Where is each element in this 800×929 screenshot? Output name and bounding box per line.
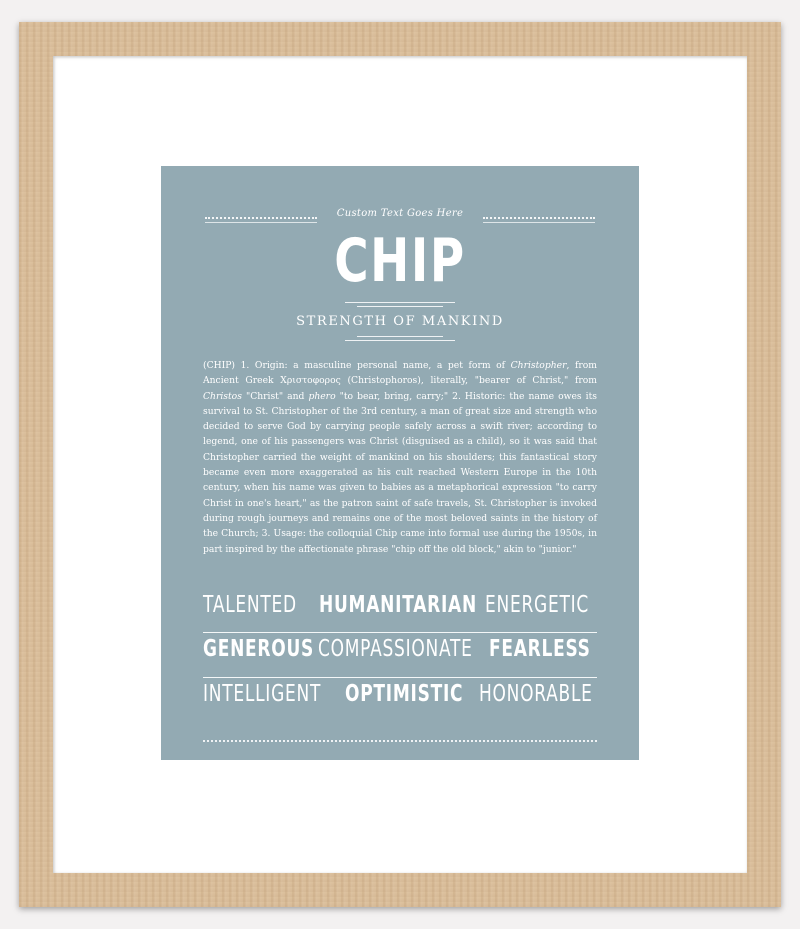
trait-separator-2	[203, 677, 597, 678]
trait-word: GENEROUS	[203, 636, 315, 662]
custom-text: Custom Text Goes Here	[336, 208, 464, 219]
trait-word: HUMANITARIAN	[319, 592, 477, 618]
trait-separator-1	[203, 632, 597, 633]
trait-word: INTELLIGENT	[203, 681, 322, 707]
definition-part: "to bear, bring, carry;" 2. Historic: the name owes its survival to St. Christopher of the 3rd century, a man of great size and strength who decided to serve God by carrying people safely across a swift river; according to legend, one of his passengers was Christ (disguised as a child), so it was said that Christopher carried the weight of mankind on his shoulders; this fantastical story became even more exaggerated as his cult reached Western Europe in the 10th century, when his name was given to babies as a metaphorical expression "to carry Christ in one's heart," as the patron saint of safe travels, St. Christopher is invoked during rough journeys and remains one of the most beloved saints in the history of the Church; 3. Usage: the colloquial Chip came into formal use during the 1950s, in part inspired by the affectionate phrase "chip off the old block," akin to "junior."	[203, 390, 597, 555]
definition-part: "Christ" and	[241, 390, 309, 402]
name-print	[161, 166, 639, 760]
name-meaning: STRENGTH OF MANKIND	[296, 314, 504, 329]
trait-row-1	[203, 592, 597, 626]
custom-text-row	[161, 208, 639, 228]
trait-word: COMPASSIONATE	[318, 636, 473, 662]
divider-rule-top-inner	[357, 306, 443, 307]
name-title: CHIP	[334, 226, 466, 296]
divider-rule-bottom-inner	[357, 336, 443, 337]
definition-part: , from Ancient Greek Χριστοφορος (Christophoros), literally, "bearer of Christ," from	[203, 360, 597, 387]
trait-row-2	[203, 636, 597, 670]
definition-italic: phero	[308, 390, 336, 402]
definition-part: (CHIP) 1. Origin: a masculine personal name, a pet form of	[203, 360, 511, 371]
definition-text	[203, 358, 597, 557]
trait-word: TALENTED	[203, 592, 297, 618]
trait-word: ENERGETIC	[485, 592, 589, 618]
divider-rule-top	[345, 302, 455, 303]
definition-italic: Christopher	[510, 360, 567, 371]
trait-row-3	[203, 681, 597, 715]
mat-board	[53, 56, 747, 873]
picture-frame	[19, 22, 781, 907]
definition-italic: Christos	[203, 390, 242, 402]
decorative-dots-bottom	[203, 740, 597, 742]
decorative-dots-right	[483, 217, 595, 223]
trait-word: FEARLESS	[489, 636, 591, 662]
divider-rule-bottom	[345, 340, 455, 341]
trait-word: OPTIMISTIC	[345, 681, 464, 707]
trait-word: HONORABLE	[479, 681, 593, 707]
